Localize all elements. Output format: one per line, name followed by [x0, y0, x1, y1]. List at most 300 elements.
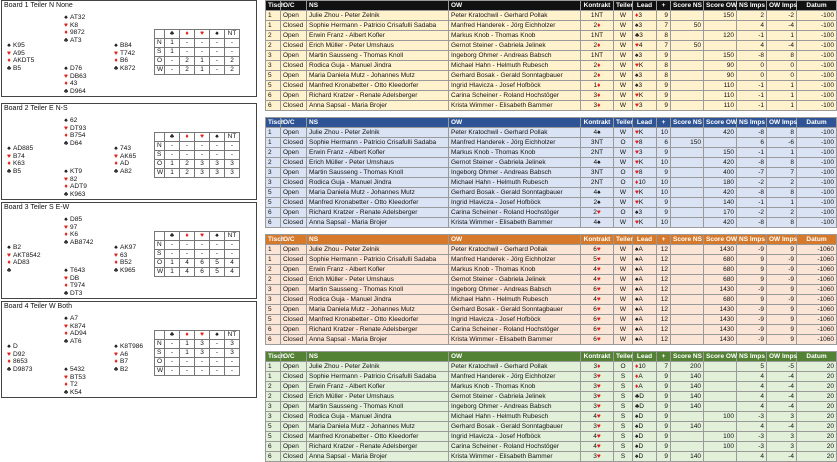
- cell-contract: 3♦: [581, 91, 614, 101]
- cell-ns-imps: 6: [737, 138, 767, 148]
- col-header-lead: Lead: [633, 352, 657, 362]
- dd-tricks-cell: -: [180, 48, 195, 57]
- dd-tricks-cell: 2: [225, 66, 240, 75]
- cell-ew-imps: 8: [767, 158, 797, 168]
- holding-cards: K874: [70, 322, 86, 330]
- cell-datum: -100: [797, 208, 837, 218]
- cell-tricks: 7: [657, 21, 671, 31]
- cell-ew-imps: 8: [767, 128, 797, 138]
- cell-table-number: 3: [266, 402, 281, 412]
- hand-north: [62, 117, 86, 147]
- cell-contract: 6♥: [581, 315, 614, 325]
- club-icon: ♣: [113, 64, 119, 72]
- col-header-table-number: Tisch: [266, 235, 281, 245]
- diamond-icon: ♦: [597, 72, 601, 79]
- result-row[interactable]: [266, 402, 837, 412]
- cell-tricks: 9: [657, 432, 671, 442]
- cell-tricks: 8: [657, 31, 671, 41]
- result-row[interactable]: [266, 198, 837, 208]
- suit-holding-diamonds: [5, 259, 41, 267]
- diamond-icon: ♦: [7, 358, 11, 366]
- holding-cards: DT3: [70, 289, 83, 297]
- cell-lead: ♣3: [633, 31, 657, 41]
- cell-score-ew: 110: [704, 81, 737, 91]
- dd-tricks-cell: -: [210, 367, 225, 376]
- diamond-icon: ♦: [114, 160, 118, 168]
- cell-table-number: 1: [266, 11, 281, 21]
- diamond-icon: ♦: [64, 231, 68, 239]
- dd-seat-label: N: [155, 340, 165, 349]
- club-icon: ♣: [63, 289, 69, 297]
- cell-dealer: W: [614, 41, 633, 51]
- cell-ew-imps: 9: [767, 305, 797, 315]
- dd-seat-label: S: [155, 48, 165, 57]
- heart-icon: ♥: [596, 316, 601, 323]
- heart-icon: ♥: [635, 169, 639, 176]
- col-header-ns-imps: NS Imps: [737, 352, 767, 362]
- cell-datum: -100: [797, 138, 837, 148]
- cell-ns-pair: Anna Sapsal - Maria Brojer: [307, 452, 449, 462]
- cell-ns-pair: Sophie Hermann - Patricio Crisafulli Sadaba: [307, 138, 449, 148]
- result-row[interactable]: [266, 148, 837, 158]
- heart-icon: ♥: [596, 413, 601, 420]
- heart-icon: ♥: [596, 336, 601, 343]
- cell-contract: 5♥: [581, 255, 614, 265]
- holding-cards: B5: [13, 64, 22, 72]
- result-row[interactable]: [266, 81, 837, 91]
- suit-holding-hearts: [62, 176, 87, 184]
- cell-score-ew: 420: [704, 218, 737, 228]
- result-row[interactable]: [266, 51, 837, 61]
- spade-icon: ♠: [635, 82, 639, 89]
- spade-icon: ♠: [635, 286, 639, 293]
- cell-ew-imps: -4: [767, 21, 797, 31]
- board-title: Board 3 Teiler S E-W: [4, 204, 70, 211]
- dd-header-suit: ♥: [195, 133, 210, 142]
- suit-holding-diamonds: [62, 29, 85, 37]
- suit-holding-clubs: [112, 267, 136, 275]
- holding-cards: K8: [70, 21, 79, 29]
- spade-icon: ♠: [635, 266, 639, 273]
- dd-tricks-cell: -: [165, 367, 180, 376]
- dd-tricks-cell: 1: [180, 349, 195, 358]
- cell-table-number: 1: [266, 362, 281, 372]
- cell-datum: -100: [797, 71, 837, 81]
- dd-tricks-cell: -: [165, 57, 180, 66]
- holding-cards: 9872: [70, 29, 85, 37]
- cell-open-closed: Open: [281, 11, 307, 21]
- result-row[interactable]: [266, 255, 837, 265]
- cell-ew-pair: Markus Knob - Thomas Knob: [449, 148, 581, 158]
- result-row[interactable]: [266, 265, 837, 275]
- cell-ew-pair: Gerhard Bosak - Gerald Sonntagbauer: [449, 71, 581, 81]
- cell-score-ew: 1430: [704, 325, 737, 335]
- cell-tricks: 7: [657, 41, 671, 51]
- heart-icon: ♥: [64, 175, 68, 183]
- result-row[interactable]: [266, 61, 837, 71]
- result-row[interactable]: [266, 412, 837, 422]
- dd-tricks-cell: -: [165, 241, 180, 250]
- cell-ns-imps: 4: [737, 392, 767, 402]
- hand-west: [5, 42, 34, 72]
- cell-table-number: 3: [266, 61, 281, 71]
- cell-ew-pair: Peter Kratochwil - Gerhard Pollak: [449, 128, 581, 138]
- board-title: Board 4 Teiler W Both: [4, 303, 72, 310]
- cell-ns-pair: Sophie Hermann - Patricio Crisafulli Sadaba: [307, 21, 449, 31]
- cell-ew-imps: 3: [767, 432, 797, 442]
- cell-lead: ♠A: [633, 255, 657, 265]
- cell-lead: ♠A: [633, 245, 657, 255]
- heart-icon: ♥: [635, 139, 639, 146]
- spade-icon: ♠: [7, 145, 11, 152]
- spade-icon: ♠: [597, 199, 601, 206]
- cell-lead: ♣D: [633, 402, 657, 412]
- cell-ns-imps: -1: [737, 31, 767, 41]
- cell-dealer: O: [614, 138, 633, 148]
- result-row[interactable]: [266, 422, 837, 432]
- holding-cards: B74: [13, 152, 25, 160]
- cell-ew-pair: Michael Hahn - Helmuth Rubesch: [449, 178, 581, 188]
- result-row[interactable]: [266, 168, 837, 178]
- cell-datum: -100: [797, 61, 837, 71]
- cell-dealer: O: [614, 168, 633, 178]
- cell-tricks: 12: [657, 315, 671, 325]
- spade-icon: ♠: [64, 315, 68, 322]
- cell-datum: -100: [797, 178, 837, 188]
- cell-ns-imps: 9: [737, 255, 767, 265]
- spade-icon: ♠: [7, 42, 11, 49]
- cell-ew-imps: -4: [767, 422, 797, 432]
- holding-cards: AD885: [13, 145, 34, 152]
- result-row[interactable]: [266, 362, 837, 372]
- result-row[interactable]: [266, 101, 837, 111]
- cell-open-closed: Open: [281, 382, 307, 392]
- result-row[interactable]: [266, 128, 837, 138]
- col-header-open-closed: O/C: [281, 118, 307, 128]
- cell-ew-imps: -4: [767, 452, 797, 462]
- result-row[interactable]: [266, 178, 837, 188]
- cell-datum: -100: [797, 198, 837, 208]
- cell-ew-pair: Markus Knob - Thomas Knob: [449, 31, 581, 41]
- heart-icon: ♥: [64, 274, 68, 282]
- cell-ns-pair: Rodica Guja - Manuel Jindra: [307, 61, 449, 71]
- result-row[interactable]: [266, 188, 837, 198]
- cell-datum: 20: [797, 422, 837, 432]
- cell-table-number: 1: [266, 138, 281, 148]
- cell-datum: -100: [797, 168, 837, 178]
- col-header-open-closed: O/C: [281, 352, 307, 362]
- dd-tricks-cell: 4: [180, 259, 195, 268]
- col-header-ew-pair: OW: [449, 118, 581, 128]
- cell-datum: -100: [797, 31, 837, 41]
- result-row[interactable]: [266, 91, 837, 101]
- result-row[interactable]: [266, 295, 837, 305]
- cell-open-closed: Open: [281, 168, 307, 178]
- cell-ns-pair: Julie Zhou - Peter Zelnik: [307, 245, 449, 255]
- cell-contract: 3♥: [581, 392, 614, 402]
- dd-tricks-cell: -: [165, 340, 180, 349]
- result-row[interactable]: [266, 245, 837, 255]
- cell-lead: ♥8: [633, 138, 657, 148]
- col-header-ns-pair: NS: [307, 118, 449, 128]
- cell-score-ew: 90: [704, 61, 737, 71]
- result-row[interactable]: [266, 285, 837, 295]
- cell-ew-pair: Manfred Handerek - Jörg Eichholzer: [449, 372, 581, 382]
- result-row[interactable]: [266, 208, 837, 218]
- cell-ns-pair: Anna Sapsal - Maria Brojer: [307, 101, 449, 111]
- result-row[interactable]: [266, 11, 837, 21]
- cell-lead: ♥8: [633, 168, 657, 178]
- cell-ew-pair: Manfred Handerek - Jörg Eichholzer: [449, 255, 581, 265]
- cell-datum: -1060: [797, 255, 837, 265]
- result-row[interactable]: [266, 305, 837, 315]
- cell-datum: -100: [797, 51, 837, 61]
- spade-icon: ♠: [635, 413, 639, 420]
- col-header-score-ns: Score NS: [671, 235, 704, 245]
- cell-dealer: W: [614, 265, 633, 275]
- cell-contract: 1NT: [581, 31, 614, 41]
- cell-score-ns: [671, 295, 704, 305]
- result-row[interactable]: [266, 158, 837, 168]
- spade-icon: ♠: [635, 336, 639, 343]
- cell-ew-pair: Ingeborg Ohmer - Andreas Babsch: [449, 168, 581, 178]
- cell-score-ns: [671, 315, 704, 325]
- cell-datum: -100: [797, 41, 837, 51]
- cell-dealer: W: [614, 61, 633, 71]
- diamond-icon: ♦: [635, 12, 639, 19]
- dd-row: [155, 151, 240, 160]
- suit-holding-hearts: [5, 153, 33, 161]
- result-row[interactable]: [266, 218, 837, 228]
- suit-holding-diamonds: [62, 183, 87, 191]
- cell-tricks: 12: [657, 305, 671, 315]
- spade-icon: ♠: [64, 267, 68, 274]
- cell-score-ew: 100: [704, 412, 737, 422]
- suit-holding-hearts: [62, 224, 93, 232]
- cell-score-ns: [671, 218, 704, 228]
- col-header-lead: Lead: [633, 235, 657, 245]
- cell-score-ns: [671, 245, 704, 255]
- holding-cards: D9873: [13, 365, 33, 373]
- cell-tricks: 12: [657, 255, 671, 265]
- cell-ew-imps: -9: [767, 275, 797, 285]
- heart-icon: ♥: [596, 383, 601, 390]
- cell-dealer: S: [614, 382, 633, 392]
- spade-icon: ♠: [635, 306, 639, 313]
- result-row[interactable]: [266, 392, 837, 402]
- cell-datum: -1060: [797, 285, 837, 295]
- heart-icon: ♥: [596, 276, 601, 283]
- cell-ew-imps: 0: [767, 61, 797, 71]
- cell-lead: ♥K: [633, 91, 657, 101]
- cell-ns-imps: 0: [737, 71, 767, 81]
- spade-icon: ♠: [64, 168, 68, 175]
- cell-open-closed: Closed: [281, 275, 307, 285]
- cell-ew-pair: Carina Scheiner - Roland Hochstöger: [449, 442, 581, 452]
- col-header-ew-pair: OW: [449, 352, 581, 362]
- cell-tricks: 10: [657, 218, 671, 228]
- cell-table-number: 2: [266, 41, 281, 51]
- spade-icon: ♠: [635, 246, 639, 253]
- dd-row: [155, 160, 240, 169]
- result-row[interactable]: [266, 21, 837, 31]
- cell-ns-pair: Erwin Franz - Albert Kofler: [307, 382, 449, 392]
- heart-icon: ♥: [596, 423, 601, 430]
- cell-score-ew: 1430: [704, 245, 737, 255]
- cell-ns-imps: -8: [737, 51, 767, 61]
- dd-corner: [155, 331, 165, 340]
- cell-ew-pair: Gerhard Bosak - Gerald Sonntagbauer: [449, 422, 581, 432]
- dd-tricks-cell: 3: [195, 340, 210, 349]
- dd-header-nt: NT: [225, 133, 240, 142]
- cell-datum: -100: [797, 11, 837, 21]
- dd-row: [155, 250, 240, 259]
- cell-open-closed: Open: [281, 442, 307, 452]
- cell-dealer: S: [614, 372, 633, 382]
- suit-holding-diamonds: [62, 381, 86, 389]
- double-dummy-table: [154, 231, 240, 277]
- cell-ew-imps: -2: [767, 11, 797, 21]
- result-row[interactable]: [266, 372, 837, 382]
- cell-open-closed: Open: [281, 362, 307, 372]
- cell-dealer: W: [614, 245, 633, 255]
- result-row[interactable]: [266, 138, 837, 148]
- cell-score-ew: 1430: [704, 315, 737, 325]
- dd-row: [155, 169, 240, 178]
- cell-score-ns: [671, 285, 704, 295]
- result-row[interactable]: [266, 432, 837, 442]
- cell-score-ns: 200: [671, 362, 704, 372]
- dd-tricks-cell: -: [210, 349, 225, 358]
- diamond-icon: ♦: [64, 381, 68, 389]
- dd-tricks-cell: 3: [210, 160, 225, 169]
- cell-ew-pair: Markus Knob - Thomas Knob: [449, 382, 581, 392]
- suit-holding-spades: [5, 42, 34, 50]
- heart-icon: ♥: [7, 152, 11, 160]
- cell-contract: 2NT: [581, 148, 614, 158]
- cell-ns-imps: -9: [737, 325, 767, 335]
- col-header-tricks: +: [657, 235, 671, 245]
- cell-dealer: O: [614, 362, 633, 372]
- result-row[interactable]: [266, 41, 837, 51]
- cell-ns-pair: Rodica Guja - Manuel Jindra: [307, 178, 449, 188]
- cell-score-ew: 120: [704, 31, 737, 41]
- cell-score-ew: 420: [704, 188, 737, 198]
- cell-score-ew: 110: [704, 101, 737, 111]
- cell-score-ns: [671, 432, 704, 442]
- suit-holding-hearts: [5, 50, 34, 58]
- double-dummy-table: [154, 132, 240, 178]
- holding-cards: K63: [13, 160, 25, 168]
- cell-datum: 20: [797, 412, 837, 422]
- cell-contract: 3♦: [581, 362, 614, 372]
- double-dummy-table: [154, 29, 240, 75]
- dd-header-suit: ♣: [165, 30, 180, 39]
- result-row[interactable]: [266, 382, 837, 392]
- holding-cards: AKT8542: [13, 251, 41, 259]
- dd-tricks-cell: -: [210, 66, 225, 75]
- cell-ew-imps: -4: [767, 382, 797, 392]
- result-row[interactable]: [266, 325, 837, 335]
- cell-open-closed: Closed: [281, 41, 307, 51]
- spade-icon: ♠: [635, 316, 639, 323]
- holding-cards: 8653: [13, 358, 28, 366]
- dd-header-suit: ♥: [195, 232, 210, 241]
- suit-holding-diamonds: [112, 259, 136, 267]
- holding-cards: D92: [13, 350, 26, 358]
- dd-tricks-cell: 1: [165, 48, 180, 57]
- cell-tricks: 12: [657, 295, 671, 305]
- cell-tricks: 9: [657, 11, 671, 21]
- cell-open-closed: Open: [281, 51, 307, 61]
- cell-ns-pair: Erwin Franz - Albert Kofler: [307, 148, 449, 158]
- cell-ew-imps: -4: [767, 41, 797, 51]
- cell-ew-imps: -4: [767, 392, 797, 402]
- cell-ew-pair: Ingeborg Ohmer - Andreas Babsch: [449, 51, 581, 61]
- result-row[interactable]: [266, 335, 837, 345]
- cell-table-number: 3: [266, 412, 281, 422]
- suit-holding-clubs: [62, 191, 87, 199]
- heart-icon: ♥: [596, 403, 601, 410]
- heart-icon: ♥: [596, 373, 601, 380]
- cell-table-number: 5: [266, 432, 281, 442]
- cell-lead: ♥K: [633, 198, 657, 208]
- cell-score-ns: [671, 101, 704, 111]
- cell-datum: -100: [797, 218, 837, 228]
- cell-ns-imps: -1: [737, 198, 767, 208]
- cell-score-ns: [671, 61, 704, 71]
- cell-contract: 1NT: [581, 11, 614, 21]
- cell-ew-pair: Michael Hahn - Helmuth Rubesch: [449, 61, 581, 71]
- cell-score-ns: [671, 31, 704, 41]
- cell-contract: 4♥: [581, 295, 614, 305]
- dd-tricks-cell: -: [195, 250, 210, 259]
- result-row[interactable]: [266, 31, 837, 41]
- results-header-row: [266, 235, 837, 245]
- holding-cards: K8T986: [120, 343, 144, 350]
- cell-tricks: 9: [657, 208, 671, 218]
- holding-cards: D64: [70, 139, 83, 147]
- cell-ew-pair: Carina Scheiner - Roland Hochstöger: [449, 325, 581, 335]
- cell-score-ew: 90: [704, 71, 737, 81]
- result-row[interactable]: [266, 452, 837, 462]
- cell-ns-imps: -3: [737, 412, 767, 422]
- result-row[interactable]: [266, 442, 837, 452]
- dd-tricks-cell: 3: [225, 349, 240, 358]
- suit-holding-clubs: [5, 65, 34, 73]
- cell-ns-pair: Julie Zhou - Peter Zelnik: [307, 11, 449, 21]
- cell-tricks: 10: [657, 188, 671, 198]
- dd-row: [155, 39, 240, 48]
- result-row[interactable]: [266, 71, 837, 81]
- dd-header-suit: ♦: [180, 30, 195, 39]
- col-header-ns-pair: NS: [307, 1, 449, 11]
- result-row[interactable]: [266, 315, 837, 325]
- dd-corner: [155, 30, 165, 39]
- dd-tricks-cell: 3: [225, 169, 240, 178]
- suit-holding-spades: [62, 65, 87, 73]
- cell-ew-pair: Markus Knob - Thomas Knob: [449, 265, 581, 275]
- spade-icon: ♠: [64, 14, 68, 21]
- cell-score-ns: [671, 442, 704, 452]
- cell-contract: 2NT: [581, 178, 614, 188]
- holding-cards: T2: [70, 381, 78, 389]
- col-header-datum: Datum: [797, 118, 837, 128]
- suit-holding-diamonds: [62, 330, 87, 338]
- cell-score-ns: [671, 71, 704, 81]
- spade-icon: ♠: [597, 159, 601, 166]
- result-row[interactable]: [266, 275, 837, 285]
